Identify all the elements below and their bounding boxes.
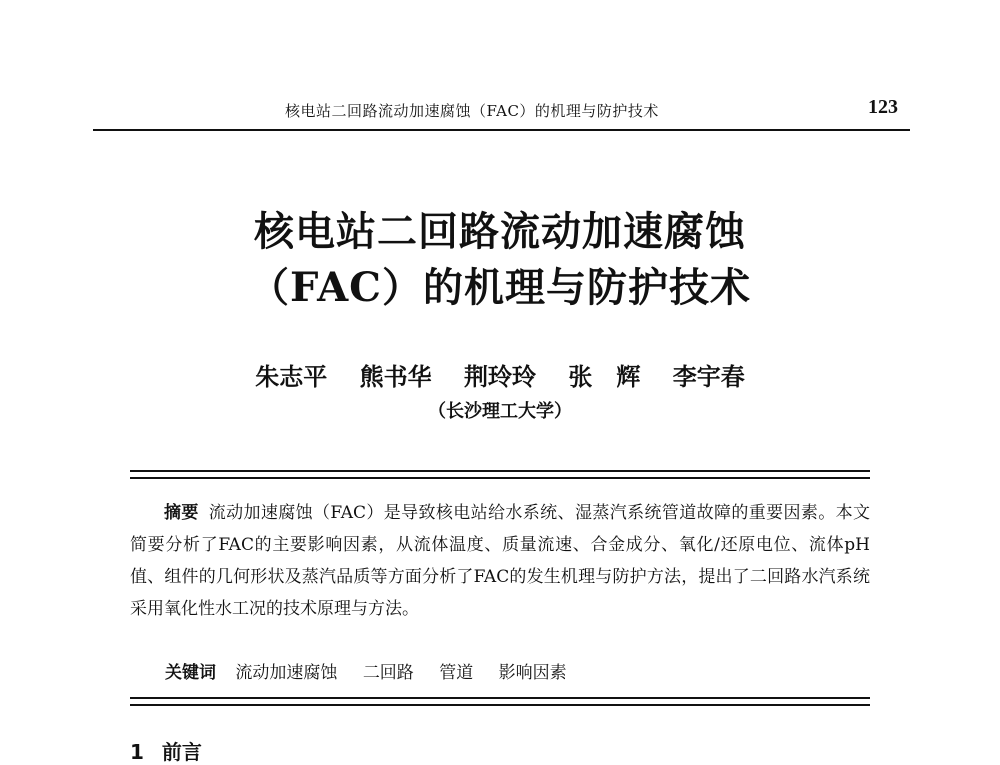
paper-title-line-2: （FAC）的机理与防护技术 (249, 264, 751, 311)
keywords (165, 658, 587, 683)
section-number: 1 (130, 740, 144, 764)
affiliation: （长沙理工大学） (428, 401, 572, 422)
abstract-top-rule (130, 470, 870, 472)
keywords-label: 关键词 (165, 663, 216, 683)
section-title: 前言 (161, 740, 202, 764)
paper-title-line-1: 核电站二回路流动加速腐蚀 (254, 208, 746, 255)
running-head: 核电站二回路流动加速腐蚀（FAC）的机理与防护技术 (285, 102, 659, 120)
keyword: 影响因素 (498, 663, 567, 683)
abstract-bottom-rule (130, 697, 870, 699)
abstract (130, 497, 870, 625)
author: 李宇春 (672, 362, 745, 391)
abstract-top-rule-inner (130, 477, 870, 479)
header-rule (93, 129, 910, 131)
abstract-label: 摘要 (164, 503, 199, 523)
abstract-bottom-rule-inner (130, 704, 870, 706)
keyword: 管道 (439, 663, 474, 683)
abstract-text: 流动加速腐蚀（FAC）是导致核电站给水系统、湿蒸汽系统管道故障的重要因素。本文简要分析了FAC的主要影响因素，从流体温度、质量流速、合金成分、氧化/还原电位、流体pH值、组件的几何形状及蒸汽品质等方面分析了FAC的发生机理与防护方法，提出了二回路水汽系统采用氧化性水工况的技术原理与方法。 (130, 503, 870, 619)
author: 张 辉 (568, 362, 641, 391)
author: 朱志平 (255, 362, 328, 391)
author: 荆玲玲 (464, 362, 536, 391)
keyword: 流动加速腐蚀 (235, 663, 338, 683)
author: 熊书华 (359, 362, 432, 391)
author-list (0, 357, 1000, 392)
page-number: 123 (868, 96, 898, 118)
keyword: 二回路 (362, 663, 414, 683)
section-heading (130, 736, 202, 765)
